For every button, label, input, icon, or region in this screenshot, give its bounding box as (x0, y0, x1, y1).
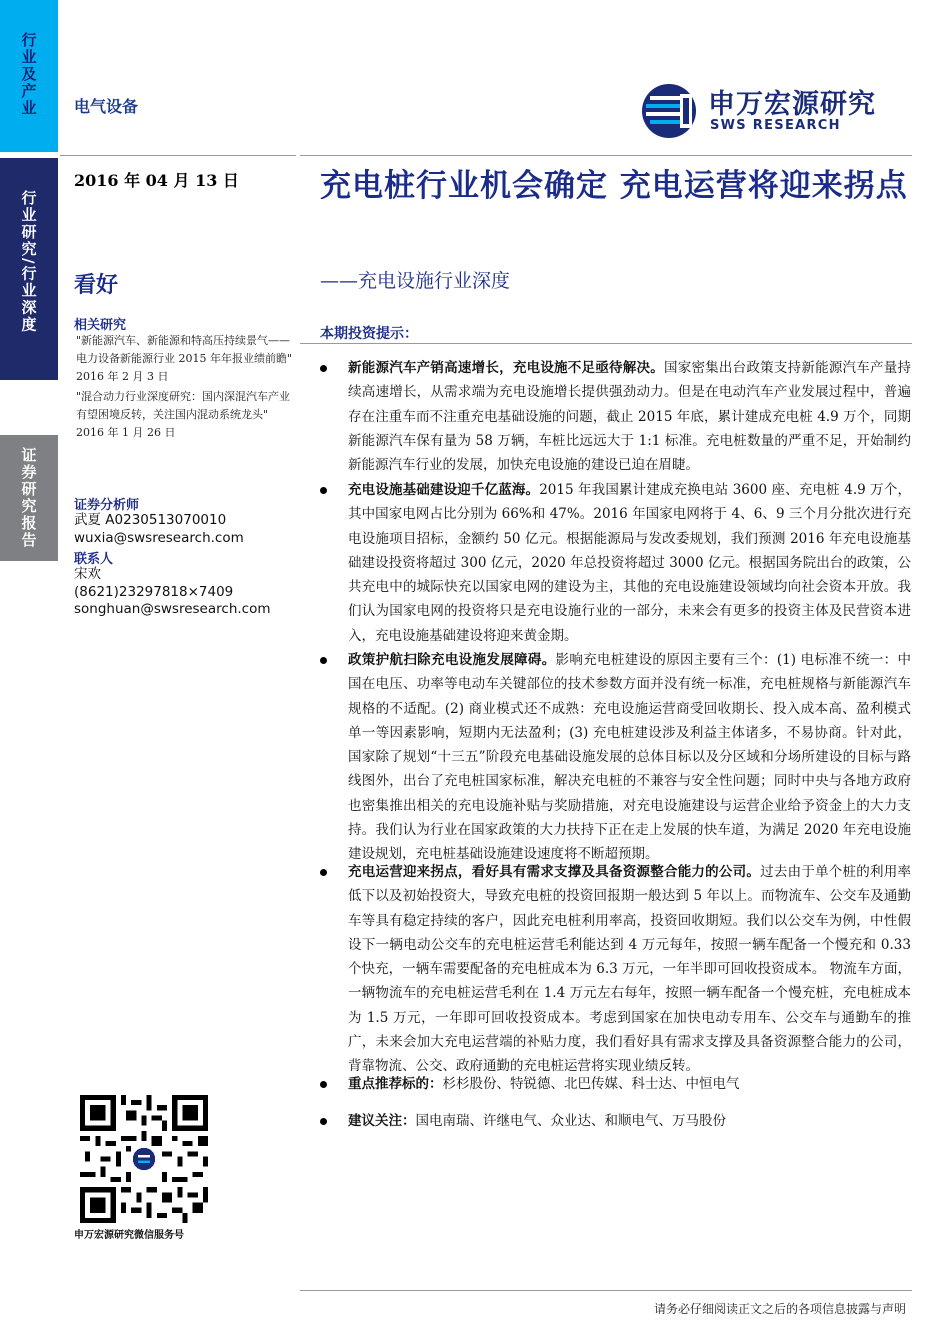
investment-point-body: 国电南瑞、许继电气、众业达、和顺电气、万马股份 (415, 1113, 726, 1129)
side-tab-report-type (0, 158, 58, 380)
side-tab-industry-label: 行业及产业 (19, 32, 38, 117)
sector-label: 电气设备 (74, 97, 139, 116)
divider (300, 343, 912, 344)
analyst-email[interactable]: wuxia@swsresearch.com (74, 530, 244, 546)
contact-email[interactable]: songhuan@swsresearch.com (74, 601, 271, 617)
wechat-qr-code-icon[interactable] (80, 1095, 208, 1223)
investment-point-lead: 建议关注： (348, 1113, 416, 1129)
related-research-heading: 相关研究 (74, 318, 127, 333)
qr-caption: 申万宏源研究微信服务号 (74, 1230, 184, 1241)
rating: 看好 (74, 272, 119, 298)
investment-point-body: 过去由于单个桩的利用率低下以及初始投资大，导致充电桩的投资回报期一般达到 5 年以上。而物流车、公交车及通勤车等具有稳定持续的客户，因此充电桩利用率高，投资回收期短。我们以公交车为例，中性假设下一辆电动公交车的充电桩运营毛利能达到 4 万元每年，按照一辆车配备一个慢充和 0.33 个快充，一辆车需要配备的充电桩成本为 6.3 万元，一年半即可回收投资成本。 物流车方面，一辆物流车的充电桩运营毛利在 1.4 万元左右每年，按照一辆车配备一个慢充桩，充电桩成本为 1.5 万元，一年即可回收投资成本。考虑到国家在加快电动专用车、公交车与通勤车的推广，未来会加大充电运营端的补贴力度，我们看好具有需求支撑及具备资源整合能力的公司，背靠物流、公交、政府通勤的充电桩运营将实现业绩反转。 (348, 864, 912, 1075)
related-research-item[interactable]: "混合动力行业深度研究：国内深混汽车产业有望困境反转，关注国内混动系统龙头" 2016 年 1 月 26 日 (76, 390, 291, 439)
side-tab-securities-report (0, 435, 58, 561)
logo-mark-icon (640, 82, 702, 140)
divider (60, 155, 296, 156)
contact-phone: (8621)23297818×7409 (74, 584, 234, 600)
investment-point (348, 1072, 911, 1096)
investment-point-body: 国家密集出台政策支持新能源汽车产量持续高速增长，从需求端为充电设施增长提供强劲动力。但是在电动汽车产业发展过程中，普遍存在注重车而不注重充电基础设施的问题，截止 2015 年底，累计建成充电桩 4.9 万个，同期新能源汽车保有量为 58 万辆，车桩比远远大于 1:1 标准。充电桩数量的严重不足，开始制约新能源汽车行业的发展，加快充电设施的建设已迫在眉睫。 (348, 360, 912, 474)
divider (300, 155, 912, 156)
bullet-icon (317, 484, 329, 496)
company-logo (640, 82, 902, 140)
logo-text-en: SWS RESEARCH (710, 118, 841, 133)
investment-heading: 本期投资提示： (320, 326, 418, 342)
investment-point (348, 356, 911, 477)
footer-divider (300, 1290, 912, 1291)
report-date: 2016 年 04 月 13 日 (74, 171, 239, 190)
side-tab-securities-report-label: 证券研究报告 (19, 447, 38, 549)
bullet-icon (317, 654, 329, 666)
investment-point (348, 478, 911, 648)
investment-point-body: 影响充电桩建设的原因主要有三个：(1) 电标准不统一：中国在电压、功率等电动车关键部位的技术参数方面并没有统一标准，充电桩规格与新能源汽车规格的不适配。(2) 商业模式还不成熟：充电设施运营商受回收期长、投入成本高、盈利模式单一等因素影响，短期内无法盈利；(3) 充电桩建设涉及利益主体诸多，不易协商。针对此，国家除了规划“十三五”阶段充电基础设施发展的总体目标以及分区域和分场所建设的目标与路线图外，出台了充电桩国家标准，解决充电桩的不兼容与安全性问题；同时中央与各地方政府也密集推出相关的充电设施补贴与奖励措施，对充电设施建设与运营企业给予资金上的大力支持。我们认为行业在国家政策的大力扶持下正在走上发展的快车道，为满足 2020 年充电设施建设规划，充电桩基础设施建设速度将不断超预期。 (348, 652, 911, 863)
investment-point (348, 860, 911, 1079)
side-tab-industry (0, 0, 58, 152)
bullet-icon (317, 866, 329, 878)
investment-point-lead: 充电运营迎来拐点，看好具有需求支撑及具备资源整合能力的公司。 (348, 864, 761, 880)
related-research-item[interactable]: "新能源汽车、新能源和特高压持续景气——电力设备新能源行业 2015 年年报业绩前瞻" 2016 年 2 月 3 日 (76, 334, 293, 383)
side-tab-report-type-label: 行业研究/行业深度 (19, 190, 38, 334)
bullet-icon (317, 1115, 329, 1127)
investment-point-lead: 政策护航扫除充电设施发展障碍。 (348, 652, 556, 668)
investment-point-lead: 充电设施基础建设迎千亿蓝海。 (348, 482, 540, 498)
investment-point (348, 1109, 911, 1133)
contact-name: 宋欢 (74, 566, 101, 582)
report-title: 充电桩行业机会确定 充电运营将迎来拐点 (320, 168, 908, 204)
investment-point-body: 2015 年我国累计建成充换电站 3600 座、充电桩 4.9 万个，其中国家电网占比分别为 66%和 47%。2016 年国家电网将于 4、6、9 三个月分批次进行充电设施项目招标，金额约 50 亿元。根据能源局与发改委规划，我们预测 2016 年充电设施基础建设投资将超过 300 亿元，2020 年总投资将超过 3000 亿元。根据国务院出台的政策，公共充电中的城际快充以国家电网的建设为主，其他的充电设施建设领域均向社会资本开放。我们认为国家电网的投资将只是充电设施行业的一部分，未来会有更多的投资主体及民营资本进入，充电设施基础建设将迎来黄金期。 (348, 482, 911, 644)
investment-point-lead: 新能源汽车产销高速增长，充电设施不足亟待解决。 (348, 360, 664, 376)
bullet-icon (317, 1078, 329, 1090)
investment-point-body: 杉杉股份、特锐德、北巴传媒、科士达、中恒电气 (442, 1076, 740, 1092)
investment-point (348, 648, 911, 867)
analyst-name: 武夏 A0230513070010 (74, 512, 227, 528)
investment-point-lead: 重点推荐标的： (348, 1076, 443, 1092)
analyst-heading: 证券分析师 (74, 498, 140, 513)
contact-heading: 联系人 (74, 552, 114, 567)
logo-text-cn: 申万宏源研究 (708, 89, 876, 120)
footer-disclaimer: 请务必仔细阅读正文之后的各项信息披露与声明 (653, 1302, 906, 1316)
bullet-icon (317, 362, 329, 374)
report-subtitle: ——充电设施行业深度 (320, 270, 511, 292)
